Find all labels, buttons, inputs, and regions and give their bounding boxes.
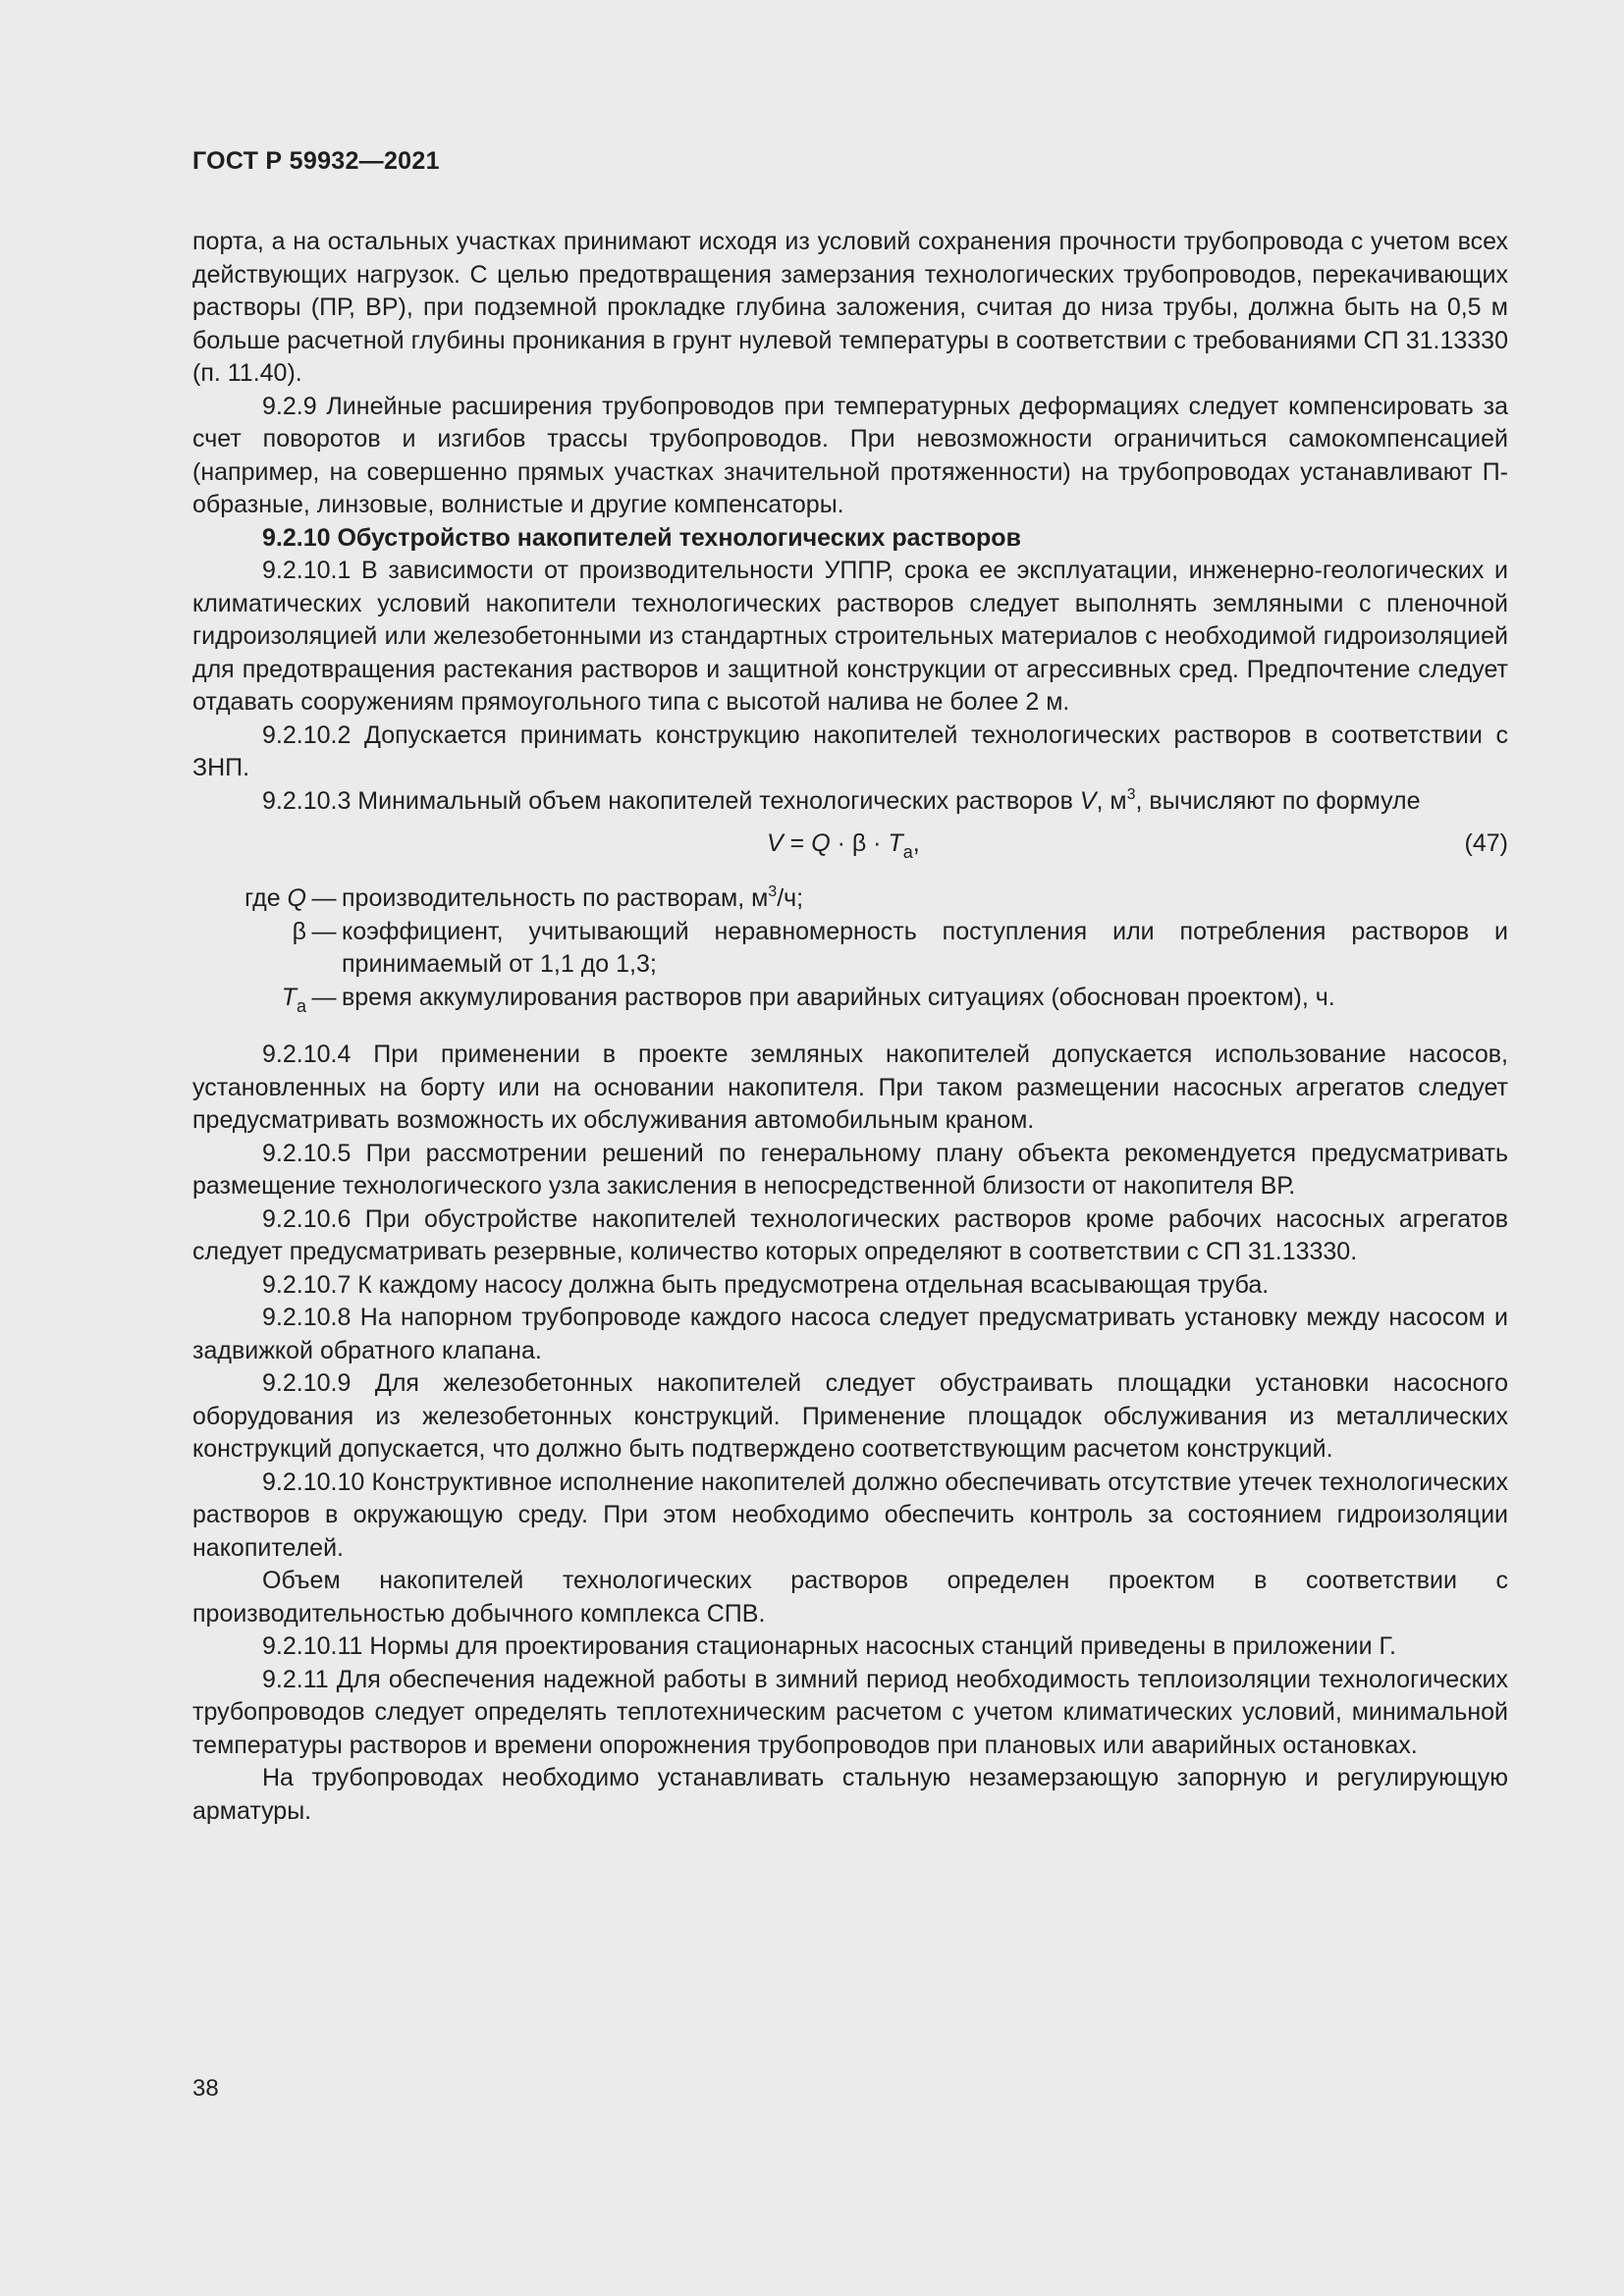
paragraph-9-2-10-3 [192,785,1508,819]
paragraph-9-2-9: 9.2.9 Линейные расширения трубопроводов при температурных деформациях следует компенсировать за счет поворотов и изгибов трассы трубопроводов. При невозможности ограничиться самокомпенсацией (например, на совершенно прямых участках значительной протяженности) на трубопроводах устанавливают П-образные, линзовые, волнистые и другие компенсаторы. [192,392,1508,518]
paragraph-volume: Объем накопителей технологических растворов определен проектом в соответствии с производительностью добычного комплекса СПВ. [192,1567,1508,1628]
paragraph-9-2-10-1: 9.2.10.1 В зависимости от производительности УППР, срока ее эксплуатации, инженерно-геологических и климатических условий накопители технологических растворов следует выполнять земляными с пленочной гидроизоляцией или железобетонными из стандартных строительных материалов с необходимой гидроизоляцией для предотвращения растекания растворов и защитной конструкции от агрессивных сред. Предпочтение следует отдавать сооружениям прямоугольного типа с высотой налива не более 2 м. [192,557,1508,716]
definition-dash: — [311,917,337,945]
definition-symbol [192,882,306,916]
formula-expression [767,828,920,861]
symbol-t: T [281,983,297,1011]
subscript: а [296,995,306,1016]
definition-row-beta [192,916,1508,982]
section-heading-9-2-10: 9.2.10 Обустройство накопителей технологических растворов [262,523,1021,552]
definition-text: время аккумулирования растворов при аварийных ситуациях (обоснован проектом), ч. [342,983,1335,1011]
page-number: 38 [192,2075,219,2102]
text-fragment: 9.2.10.3 Минимальный объем накопителей технологических растворов [262,786,1080,815]
formula-beta: · β · [830,829,889,857]
definition-row-t [192,982,1508,1015]
formula-end: , [912,829,920,857]
paragraph-9-2-10-9: 9.2.10.9 Для железобетонных накопителей следует обустраивать площадки установки насосного оборудования из железобетонных конструкций. Применение площадок обслуживания из металлических конструкций допускается, что должно быть подтверждено соответствующим расчетом конструкций. [192,1369,1508,1463]
definition-text [342,882,1508,916]
paragraph-valves: На трубопроводах необходимо устанавливать стальную незамерзающую запорную и регулирующую арматуры. [192,1764,1508,1825]
variable-v: V [1079,786,1097,815]
variable-definitions [192,882,1508,1014]
paragraph-9-2-10-8: 9.2.10.8 На напорном трубопроводе каждого насоса следует предусматривать установку между насосом и задвижкой обратного клапана. [192,1304,1508,1364]
text-fragment: , вычисляют по формуле [1135,786,1421,815]
spacer [192,1014,1508,1039]
definition-dash: — [311,983,337,1011]
text-fragment: производительность по растворам, м [342,884,769,912]
paragraph-9-2-10-10: 9.2.10.10 Конструктивное исполнение накопителей должно обеспечивать отсутствие утечек технологических растворов в окружающую среду. При этом необходимо обеспечить контроль за состоянием гидроизоляции накопителей. [192,1468,1508,1562]
superscript: 3 [768,883,778,900]
formula-var-t: T [888,829,903,857]
formula-number: (47) [1464,829,1508,857]
symbol-q: Q [287,884,306,912]
formula-47 [192,828,1508,877]
document-header: ГОСТ Р 59932—2021 [192,147,440,175]
formula-eq: = [783,829,812,857]
definition-text: коэффициент, учитывающий неравномерность поступления или потребления растворов и принимаемый от 1,1 до 1,3; [342,917,1508,978]
definition-row-q [192,882,1508,916]
formula-var-q: Q [811,829,831,857]
definition-dash: — [311,884,337,912]
document-body [192,226,1508,1828]
paragraph-9-2-10-6: 9.2.10.6 При обустройстве накопителей технологических растворов кроме рабочих насосных агрегатов следует предусматривать резервные, количество которых определяют в соответствии с СП 31.13330. [192,1204,1508,1265]
paragraph-9-2-11: 9.2.11 Для обеспечения надежной работы в зимний период необходимость теплоизоляции технологических трубопроводов следует определять теплотехническим расчетом с учетом климатических условий, минимальной температуры растворов и времени опорожнения трубопроводов при плановых или аварийных остановках. [192,1665,1508,1759]
formula-var-v: V [767,829,784,857]
where-prefix: где [244,884,288,912]
paragraph-9-2-10-7: 9.2.10.7 К каждому насосу должна быть предусмотрена отдельная всасывающая труба. [262,1270,1270,1299]
text-fragment: /ч; [777,884,804,912]
definition-symbol: β [292,917,306,945]
formula-subscript: а [902,842,913,862]
paragraph-9-2-10-5: 9.2.10.5 При рассмотрении решений по генеральному плану объекта рекомендуется предусматривать размещение технологического узла закисления в непосредственной близости от накопителя ВР. [192,1139,1508,1200]
paragraph-9-2-10-2: 9.2.10.2 Допускается принимать конструкцию накопителей технологических растворов в соответствии с ЗНП. [192,721,1508,781]
paragraph-9-2-10-4: 9.2.10.4 При применении в проекте земляных накопителей допускается использование насосов, установленных на борту или на основании накопителя. При таком размещении насосных агрегатов следует предусматривать возможность их обслуживания автомобильным краном. [192,1041,1508,1134]
text-fragment: , м [1096,786,1127,815]
superscript: 3 [1126,785,1136,803]
paragraph-continuation: порта, а на остальных участках принимают исходя из условий сохранения прочности трубопровода с учетом всех действующих нагрузок. С целью предотвращения замерзания технологических трубопроводов, перекачивающих растворы (ПР, ВР), при подземной прокладке глубина заложения, считая до низа трубы, должна быть на 0,5 м больше расчетной глубины проникания в грунт нулевой температуры в соответствии с требованиями СП 31.13330 (п. 11.40). [192,228,1508,387]
paragraph-9-2-10-11: 9.2.10.11 Нормы для проектирования стационарных насосных станций приведены в приложении Г. [262,1632,1396,1660]
definition-symbol [192,982,306,1015]
